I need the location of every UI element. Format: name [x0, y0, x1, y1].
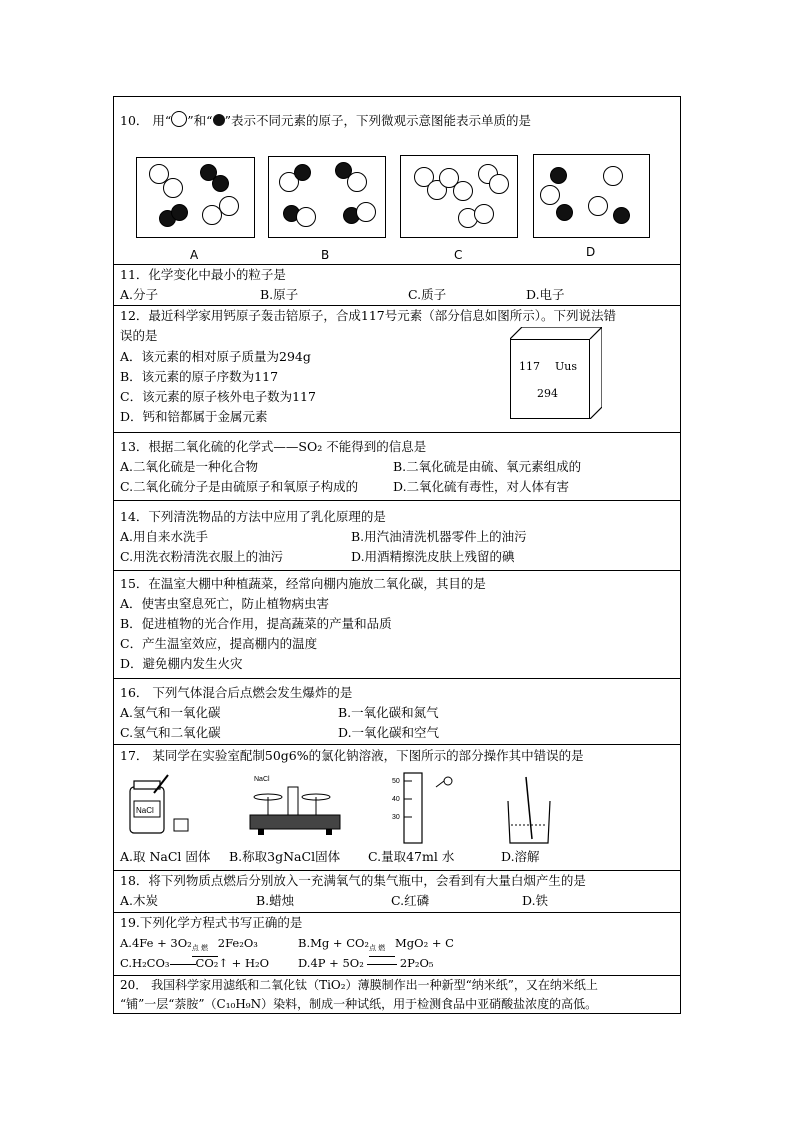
label-a: A	[190, 248, 199, 262]
q16-title: 16． 下列气体混合后点燃会发生爆炸的是	[120, 685, 353, 700]
tick-30: 30	[392, 814, 400, 821]
q19-option-d: D.4P + 5O₂ 2P₂O₅	[298, 956, 434, 970]
q14-title: 14．下列清洗物品的方法中应用了乳化原理的是	[120, 509, 386, 524]
question-18	[114, 871, 680, 913]
q16-option-c: C.氢气和二氧化碳	[120, 725, 221, 740]
q11-option-c: C.质子	[408, 287, 447, 302]
q15-option-c: C．产生温室效应，提高棚内的温度	[120, 636, 318, 651]
q18-option-b: B.蜡烛	[256, 893, 295, 908]
q19-title: 19.下列化学方程式书写正确的是	[120, 915, 303, 930]
diagram-d	[533, 154, 650, 238]
q12-option-a: A．该元素的相对原子质量为294g	[120, 349, 311, 364]
black-atom-icon	[213, 114, 225, 126]
question-table	[113, 96, 681, 1014]
diagram-c	[400, 155, 518, 238]
q13-title: 13．根据二氧化硫的化学式——SO₂ 不能得到的信息是	[120, 439, 427, 454]
q15-option-b: B．促进植物的光合作用，提高蔬菜的产量和品质	[120, 616, 392, 631]
q14-option-c: C.用洗衣粉清洗衣服上的油污	[120, 549, 284, 564]
q13-option-c: C.二氧化硫分子是由硫原子和氧原子构成的	[120, 479, 359, 494]
question-20	[114, 976, 680, 1014]
q17-option-c: C.量取47ml 水	[368, 849, 455, 864]
q12-option-d: D．钙和锫都属于金属元素	[120, 409, 268, 424]
element-cell	[510, 327, 602, 419]
label-b: B	[321, 248, 330, 262]
question-13	[114, 433, 680, 501]
q16-option-b: B.一氧化碳和氮气	[338, 705, 439, 720]
q13-option-b: B.二氧化硫是由硫、氧元素组成的	[393, 459, 582, 474]
q19-option-a: A.4Fe + 3O₂ 点 燃 2Fe₂O₃	[120, 933, 258, 953]
q18-option-d: D.铁	[522, 893, 549, 908]
q19-option-b: B.Mg + CO₂ 点 燃 MgO₂ + C	[298, 933, 454, 953]
tick-40: 40	[392, 796, 400, 803]
q14-option-a: A.用自来水洗手	[120, 529, 209, 544]
question-19	[114, 913, 680, 976]
q17-title: 17． 某同学在实验室配制50g6%的氯化钠溶液，下图所示的部分操作其中错误的是	[120, 748, 584, 763]
q13-option-d: D.二氧化硫有毒性，对人体有害	[393, 479, 570, 494]
balance-figure	[246, 771, 346, 841]
q11-option-a: A.分子	[120, 287, 159, 302]
q14-option-b: B.用汽油清洗机器零件上的油污	[351, 529, 527, 544]
q11-title: 11．化学变化中最小的粒子是	[120, 267, 286, 282]
q12-title-line1: 12．最近科学家用钙原子轰击锫原子，合成117号元素（部分信息如图所示）。下列说法错	[120, 308, 617, 323]
q12-option-c: C．该元素的原子核外电子数为117	[120, 389, 316, 404]
q19-option-c: C.H₂CO₃ CO₂↑ + H₂O	[120, 956, 270, 970]
q20-line2: “铺”一层“萘胺”（C₁₀H₉N）染料，制成一种试纸，用于检测食品中亚硝酸盐浓度的高低。	[120, 997, 598, 1011]
q15-title: 15．在温室大棚中种植蔬菜，经常向棚内施放二氧化碳，其目的是	[120, 576, 486, 591]
element-number: 117	[519, 360, 540, 373]
question-10	[114, 97, 680, 265]
diagram-a	[136, 157, 255, 238]
q13-option-a: A.二氧化硫是一种化合物	[120, 459, 259, 474]
q17-option-d: D.溶解	[501, 849, 540, 864]
white-atom-icon	[171, 111, 187, 127]
q16-option-d: D.一氧化碳和空气	[338, 725, 440, 740]
jar-label: NaCl	[136, 806, 154, 815]
q17-option-a: A.取 NaCl 固体	[120, 849, 211, 864]
label-c: C	[454, 248, 463, 262]
q18-option-c: C.红磷	[391, 893, 430, 908]
reagent-jar-figure	[124, 773, 194, 837]
diagram-b	[268, 156, 386, 238]
question-15	[114, 571, 680, 679]
q10-text-c: ”表示不同元素的原子，下列微观示意图能表示单质的是	[224, 113, 531, 128]
element-symbol: Uus	[555, 360, 577, 373]
balance-label: NaCl	[254, 776, 270, 783]
q18-title: 18．将下列物质点燃后分别放入一充满氧气的集气瓶中，会看到有大量白烟产生的是	[120, 873, 586, 888]
question-17	[114, 745, 680, 871]
q12-option-b: B．该元素的原子序数为117	[120, 369, 279, 384]
q15-option-a: A．使害虫窒息死亡，防止植物病虫害	[120, 596, 330, 611]
q12-title-line2: 误的是	[120, 328, 158, 343]
q18-option-a: A.木炭	[120, 893, 159, 908]
beaker-figure	[502, 773, 562, 853]
cylinder-figure	[390, 769, 470, 849]
q11-option-b: B.原子	[260, 287, 299, 302]
q15-option-d: D．避免棚内发生火灾	[120, 656, 243, 671]
q20-line1: 20． 我国科学家用滤纸和二氧化钛（TiO₂）薄膜制作出一种新型“纳米纸”，又在纳米纸上	[120, 978, 598, 992]
question-14	[114, 501, 680, 571]
tick-50: 50	[392, 778, 400, 785]
question-16	[114, 679, 680, 745]
q10-text-b: ”和“	[187, 113, 213, 128]
q14-option-d: D.用酒精擦洗皮肤上残留的碘	[351, 549, 515, 564]
q10-text-a: 10． 用“	[120, 113, 172, 128]
q11-option-d: D.电子	[526, 287, 565, 302]
q17-option-b: B.称取3gNaCl固体	[229, 849, 341, 864]
question-11	[114, 265, 680, 306]
q16-option-a: A.氢气和一氧化碳	[120, 705, 221, 720]
label-d: D	[586, 245, 596, 259]
element-mass: 294	[537, 387, 558, 400]
